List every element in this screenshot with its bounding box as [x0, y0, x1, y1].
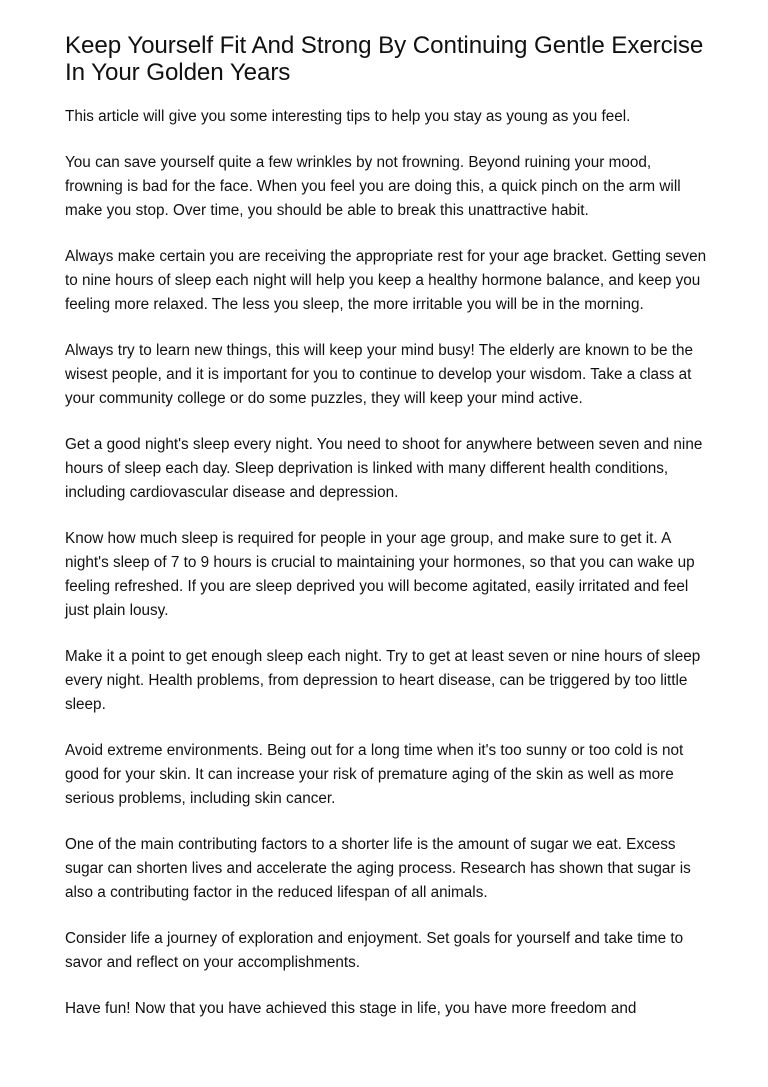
paragraph-learning: Always try to learn new things, this will keep your mind busy! The elderly are known to be the wisest people, and it is important for you to continue to develop your wisdom. Take a class at your community college or do some puzzles, they will keep your mind active. [65, 342, 694, 407]
paragraph-sleep-point: Make it a point to get enough sleep each night. Try to get at least seven or nine hours of sleep every night. Health problems, from depression to heart disease, can be triggered by too little sleep. [65, 648, 701, 713]
paragraph-sugar: One of the main contributing factors to a shorter life is the amount of sugar we eat. Excess sugar can shorten lives and accelerate the aging process. Research has shown that sugar is also a contributing factor in the reduced lifespan of all animals. [65, 836, 691, 901]
document-title: Keep Yourself Fit And Strong By Continuing Gentle Exercise In Your Golden Years [65, 32, 704, 86]
paragraph-frowning: You can save yourself quite a few wrinkles by not frowning. Beyond ruining your mood, frowning is bad for the face. When you feel you are doing this, a quick pinch on the arm will make you stop. Over time, you should be able to break this unattractive habit. [65, 154, 681, 219]
paragraph-sleep-nightly: Get a good night's sleep every night. You need to shoot for anywhere between seven and nine hours of sleep each day. Sleep deprivation is linked with many different health conditions, including cardiovascular disease and depression. [65, 436, 703, 501]
paragraph-environments: Avoid extreme environments. Being out for a long time when it's too sunny or too cold is not good for your skin. It can increase your risk of premature aging of the skin as well as more serious problems, including skin cancer. [65, 742, 684, 807]
paragraph-rest: Always make certain you are receiving the appropriate rest for your age bracket. Getting seven to nine hours of sleep each night will help you keep a healthy hormone balance, and keep you feeling more relaxed. The less you sleep, the more irritable you will be in the morning. [65, 248, 707, 313]
paragraph-journey: Consider life a journey of exploration and enjoyment. Set goals for yourself and take time to savor and reflect on your accomplishments. [65, 930, 684, 971]
paragraph-sleep-age-group: Know how much sleep is required for people in your age group, and make sure to get it. A night's sleep of 7 to 9 hours is crucial to maintaining your hormones, so that you can wake up feeling refreshed. If you are sleep deprived you will become agitated, easily irritated and feel just plain lousy. [65, 530, 695, 619]
paragraph-have-fun: Have fun! Now that you have achieved this stage in life, you have more freedom and [65, 1000, 637, 1017]
paragraph-intro: This article will give you some interesting tips to help you stay as young as you feel. [65, 108, 631, 125]
